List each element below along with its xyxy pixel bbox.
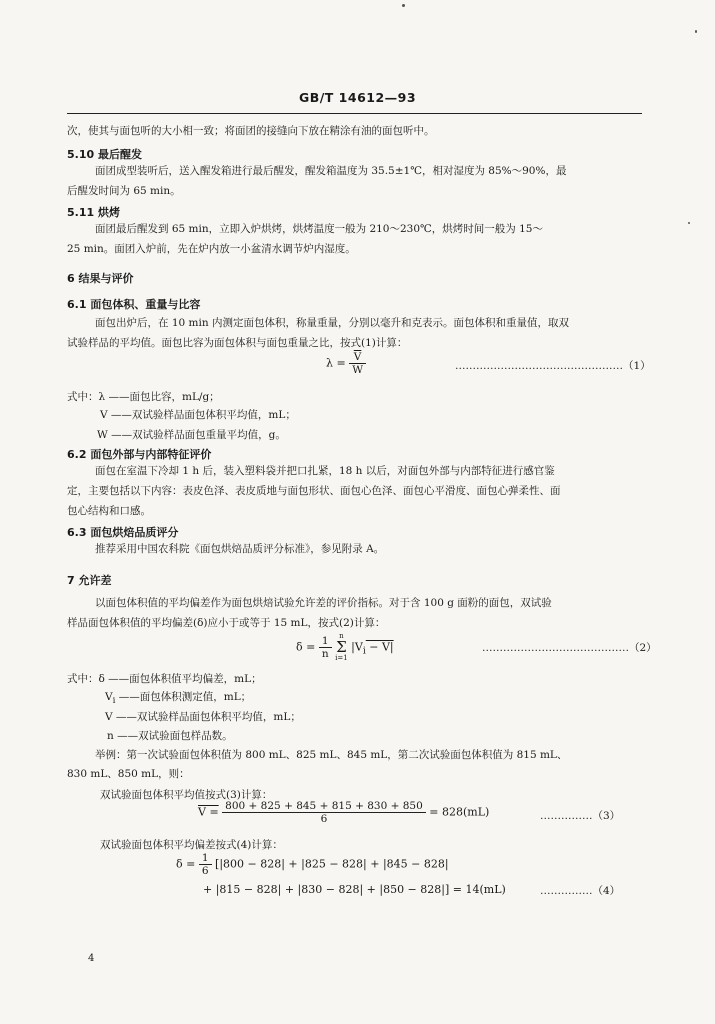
where-2-symbol: V [105, 691, 113, 703]
formula-2-term: |V [351, 640, 363, 654]
formula-1-fraction [349, 351, 366, 376]
formula-4 [176, 852, 449, 877]
section-5-10-heading: 5.10 最后醒发 [67, 148, 142, 161]
intro-text: 次，使其与面包听的大小相一致；将面团的接缝向下放在精涂有油的面包听中。 [67, 125, 435, 137]
section-5-11-text-1: 面团最后醒发到 65 min，立即入炉烘烤，烘烤温度一般为 210～230℃，烘烤时间一般为 15～ [95, 223, 543, 235]
formula-4-row-1: [|800 − 828| + |825 − 828| + |845 − 828| [215, 857, 449, 871]
formula-3-fraction [222, 800, 426, 825]
formula-1-denominator: W [352, 364, 363, 376]
formula-2 [296, 633, 394, 662]
example-line-4: 双试验面包体积平均偏差按式(4)计算： [100, 839, 283, 851]
section-6-2-text-1: 面包在室温下冷却 1 h 后，装入塑料袋并把口扎紧，18 h 以后，对面包外部与内部特征进行感官鉴 [95, 465, 555, 477]
section-6-2-text-2: 定，主要包括以下内容：表皮色泽、表皮质地与面包形状、面包心色泽、面包心平滑度、面包心弹柔性、面 [67, 485, 561, 497]
section-5-11-text-2: 25 min。面团入炉前，先在炉内放一小盆清水调节炉内湿度。 [67, 243, 356, 255]
formula-4-denominator: 6 [201, 865, 209, 877]
where-2-line-4: n ——双试验面包样品数。 [107, 730, 233, 742]
formula-2-fraction [319, 635, 332, 660]
formula-3-numerator: 800 + 825 + 845 + 815 + 830 + 850 [222, 800, 426, 813]
formula-3-denominator: 6 [320, 813, 328, 825]
section-7-text-1: 以面包体积值的平均偏差作为面包烘焙试验允许差的评价指标。对于含 100 g 面粉的面包，双试验 [95, 597, 552, 609]
header-rule [67, 113, 642, 114]
section-5-10-text-1: 面团成型装听后，送入醒发箱进行最后醒发，醒发箱温度为 35.5±1℃，相对湿度为 85%～90%，最 [95, 165, 567, 177]
section-6-2-text-3: 包心结构和口感。 [67, 505, 151, 517]
section-6-1-heading: 6.1 面包体积、重量与比容 [67, 298, 201, 311]
formula-1-numerator: $\overline{V}$ [349, 351, 366, 364]
where-2-line-2 [105, 690, 251, 708]
formula-2-tail: − V| [365, 640, 394, 654]
section-7-heading: 7 允许差 [67, 574, 112, 587]
formula-3 [198, 800, 489, 825]
where-1-line-1: 式中：λ ——面包比容，mL/g； [67, 391, 220, 403]
page-number: 4 [88, 953, 95, 964]
formula-4-number: ……………（4） [540, 885, 621, 897]
where-1-line-3: W ——双试验样品面包重量平均值，g。 [97, 429, 286, 441]
formula-3-number: ……………（3） [540, 810, 621, 822]
formula-4-lhs: δ = [176, 857, 196, 871]
example-line-2: 830 mL、850 mL，则： [67, 768, 190, 780]
example-line-1: 举例：第一次试验面包体积值为 800 mL、825 mL、845 mL，第二次试验面包体积值为 815 mL、 [95, 749, 568, 761]
section-5-11-heading: 5.11 烘烤 [67, 206, 120, 219]
section-6-1-text-1: 面包出炉后，在 10 min 内测定面包体积，称量重量，分别以毫升和克表示。面包体积和重量值，取双 [95, 317, 569, 329]
example-line-3: 双试验面包体积平均值按式(3)计算： [100, 789, 273, 801]
where-1-line-2: V ——双试验样品面包体积平均值，mL； [100, 409, 296, 421]
formula-4-fraction [199, 852, 212, 877]
scan-speck [688, 222, 690, 224]
section-6-3-text: 推荐采用中国农科院《面包烘焙品质评分标准》，参见附录 A。 [95, 543, 385, 555]
formula-3-result: = 828(mL) [429, 805, 490, 819]
formula-2-numerator: 1 [319, 635, 332, 648]
scan-speck [695, 30, 697, 33]
where-2-line-1: 式中：δ ——面包体积值平均偏差，mL； [67, 673, 262, 685]
sum-lower-limit: i=1 [335, 654, 348, 662]
section-5-10-text-2: 后醒发时间为 65 min。 [67, 185, 181, 197]
section-6-3-heading: 6.3 面包烘焙品质评分 [67, 526, 179, 539]
section-6-heading: 6 结果与评价 [67, 272, 134, 285]
formula-1-lhs: λ = [326, 356, 346, 370]
sum-upper-limit: n [339, 632, 344, 640]
section-6-2-heading: 6.2 面包外部与内部特征评价 [67, 448, 212, 461]
formula-4-row-2: + |815 − 828| + |830 − 828| + |850 − 828|] = 14(mL) [203, 883, 506, 896]
formula-2-number: ……………………………………（2） [482, 642, 657, 654]
where-2-definition: ——面包体积测定值，mL； [115, 691, 252, 703]
summation-sign: n Σ i=1 [335, 632, 348, 662]
formula-2-lhs: δ = [296, 640, 316, 654]
formula-1 [326, 351, 366, 376]
formula-2-denominator: n [321, 648, 329, 660]
where-2-symbol-subscript: i [112, 696, 116, 707]
standard-code-header: GB/T 14612—93 [298, 90, 417, 105]
scan-speck [402, 4, 405, 7]
where-2-line-3: V ——双试验样品面包体积平均值，mL； [105, 711, 301, 723]
formula-4-numerator: 1 [199, 852, 212, 865]
section-7-text-2: 样品面包体积值的平均偏差(δ)应小于或等于 15 mL，按式(2)计算： [67, 617, 386, 629]
formula-1-number: …………………………………………（1） [455, 360, 651, 372]
section-6-1-text-2: 试验样品的平均值。面包比容为面包体积与面包重量之比，按式(1)计算： [67, 337, 408, 349]
formula-2-subscript: i [362, 645, 366, 657]
formula-3-lhs: V = [198, 805, 219, 819]
